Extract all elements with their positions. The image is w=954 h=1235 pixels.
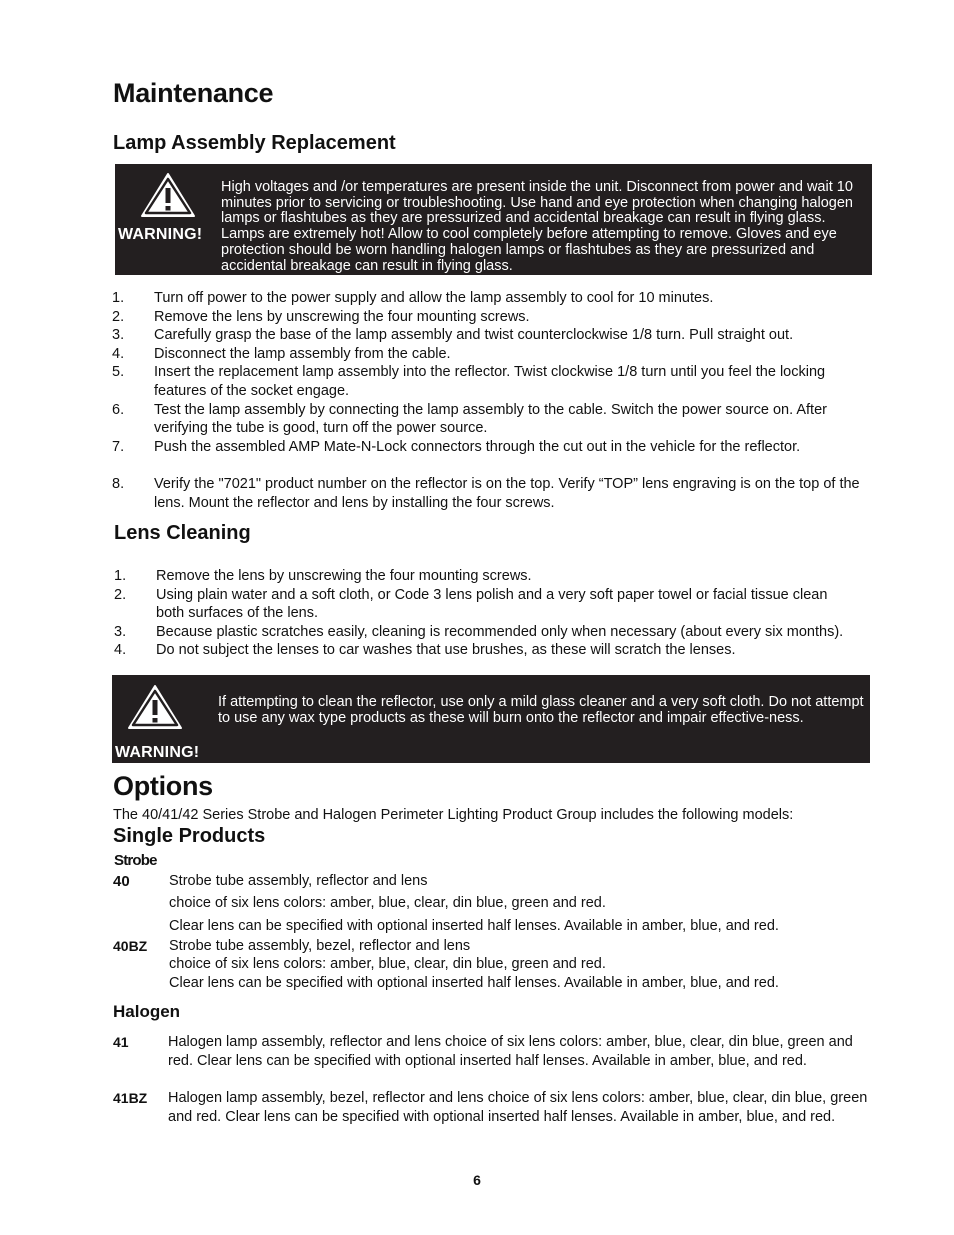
list-item-number: 6. bbox=[112, 401, 125, 418]
list-item-number: 1. bbox=[114, 568, 127, 584]
list-item bbox=[112, 438, 872, 457]
model-code-41bz: 41BZ bbox=[113, 1090, 148, 1106]
list-item-number: 3. bbox=[112, 327, 125, 344]
warning-label: WARNING! bbox=[115, 744, 200, 761]
options-title: Options bbox=[113, 771, 213, 801]
list-item bbox=[112, 401, 872, 438]
list-item-number: 3. bbox=[114, 623, 127, 640]
strobe-heading: Strobe bbox=[114, 852, 157, 869]
lens-cleaning-heading: Lens Cleaning bbox=[114, 522, 251, 544]
warning-triangle-icon bbox=[139, 171, 197, 219]
list-item bbox=[112, 308, 872, 327]
lens-cleaning-steps bbox=[114, 567, 849, 660]
lamp-assembly-heading: Lamp Assembly Replacement bbox=[113, 132, 396, 154]
list-item-text: Carefully grasp the base of the lamp assembly and twist counterclockwise 1/8 turn. Pull straight out. bbox=[154, 327, 794, 344]
list-item bbox=[114, 641, 849, 660]
lamp-replacement-steps bbox=[112, 289, 872, 513]
list-item bbox=[114, 586, 849, 623]
list-item-text: Because plastic scratches easily, cleaning is recommended only when necessary (about every six months). bbox=[156, 623, 844, 640]
list-item-number: 2. bbox=[112, 308, 125, 325]
model-code-41: 41 bbox=[113, 1034, 129, 1050]
list-item-number: 8. bbox=[112, 476, 125, 493]
model-40-line-1: Strobe tube assembly, reflector and lens bbox=[169, 873, 428, 889]
list-item bbox=[112, 326, 872, 345]
list-item-number: 2. bbox=[114, 586, 127, 603]
list-item-number: 1. bbox=[112, 290, 125, 306]
list-item bbox=[112, 345, 872, 364]
options-intro: The 40/41/42 Series Strobe and Halogen Perimeter Lighting Product Group includes the following models: bbox=[113, 807, 794, 823]
list-item-number: 4. bbox=[114, 642, 127, 659]
list-item bbox=[114, 623, 849, 642]
model-code-40: 40 bbox=[113, 873, 130, 890]
model-40-line-3: Clear lens can be specified with optional inserted half lenses. Available in amber, blue, and red. bbox=[169, 918, 779, 934]
single-products-heading: Single Products bbox=[113, 825, 266, 847]
list-item bbox=[112, 475, 872, 512]
model-40-line-2: choice of six lens colors: amber, blue, clear, din blue, green and red. bbox=[169, 895, 606, 911]
warning-label: WARNING! bbox=[118, 226, 203, 243]
model-40bz-line-3: Clear lens can be specified with optional inserted half lenses. Available in amber, blue, and red. bbox=[169, 975, 779, 991]
list-item-text: Push the assembled AMP Mate-N-Lock connectors through the cut out in the vehicle for the reflector. bbox=[154, 438, 801, 455]
list-item-text: Using plain water and a soft cloth, or Code 3 lens polish and a very soft paper towel or facial tissue clean both surfaces of the lens. bbox=[156, 586, 828, 622]
list-item-text: Turn off power to the power supply and allow the lamp assembly to cool for 10 minutes. bbox=[154, 290, 714, 306]
model-41bz-description: Halogen lamp assembly, bezel, reflector and lens choice of six lens colors: amber, blue, clear, din blue, green and red. Clear lens can be specified with optional inserted half lenses. Available in amber, blue, and red. bbox=[168, 1090, 868, 1125]
page-number: 6 bbox=[473, 1172, 481, 1188]
model-40bz-line-1: Strobe tube assembly, bezel, reflector and lens bbox=[169, 938, 471, 954]
list-item-text: Do not subject the lenses to car washes that use brushes, as these will scratch the lenses. bbox=[156, 642, 736, 659]
list-item-text: Insert the replacement lamp assembly into the reflector. Twist clockwise 1/8 turn until you feel the locking features of the socket engage. bbox=[154, 364, 826, 399]
warning-box-reflector-cleaning bbox=[112, 675, 870, 763]
warning-box-high-voltage bbox=[115, 164, 872, 275]
warning-text: High voltages and /or temperatures are present inside the unit. Disconnect from power and wait 10 minutes prior to servicing or troubleshooting. Use hand and eye protection when changing halogen lamps or flashtubes as they are pressurized and accidental breakage can result in flying glass. Lamps are extremely hot! Allow to cool completely before attempting to remove. Gloves and eye protection should be worn handling halogen lamps or flashtubes as they are pressurized and accidental breakage can result in flying glass. bbox=[221, 179, 853, 274]
list-item-number: 4. bbox=[112, 345, 125, 362]
warning-text: If attempting to clean the reflector, use only a mild glass cleaner and a very soft cloth. Do not attempt to use any wax type products as these will burn onto the reflector and impair effective-ness. bbox=[218, 694, 864, 726]
list-item bbox=[112, 363, 872, 400]
warning-triangle-icon bbox=[126, 683, 184, 731]
list-item-number: 5. bbox=[112, 364, 125, 381]
list-item-number: 7. bbox=[112, 438, 125, 455]
list-item-text: Remove the lens by unscrewing the four mounting screws. bbox=[156, 568, 532, 584]
model-40bz-line-2: choice of six lens colors: amber, blue, clear, din blue, green and red. bbox=[169, 956, 606, 972]
list-item-text: Verify the "7021" product number on the reflector is on the top. Verify “TOP” lens engraving is on the top of the lens. Mount the reflector and lens by installing the four screws. bbox=[154, 476, 860, 511]
list-item-text: Test the lamp assembly by connecting the lamp assembly to the cable. Switch the power source on. After verifying the tube is good, turn off the power source. bbox=[154, 401, 827, 437]
page-title: Maintenance bbox=[113, 78, 274, 108]
halogen-heading: Halogen bbox=[113, 1002, 181, 1021]
list-item-text: Disconnect the lamp assembly from the cable. bbox=[154, 345, 451, 362]
model-41-description: Halogen lamp assembly, reflector and lens choice of six lens colors: amber, blue, clear, din blue, green and red. Clear lens can be specified with optional inserted half lenses. Available in amber, blue, and red. bbox=[168, 1034, 853, 1069]
list-item bbox=[112, 289, 872, 308]
list-item bbox=[114, 567, 849, 586]
list-item-text: Remove the lens by unscrewing the four mounting screws. bbox=[154, 308, 530, 325]
model-code-40bz: 40BZ bbox=[113, 938, 148, 954]
